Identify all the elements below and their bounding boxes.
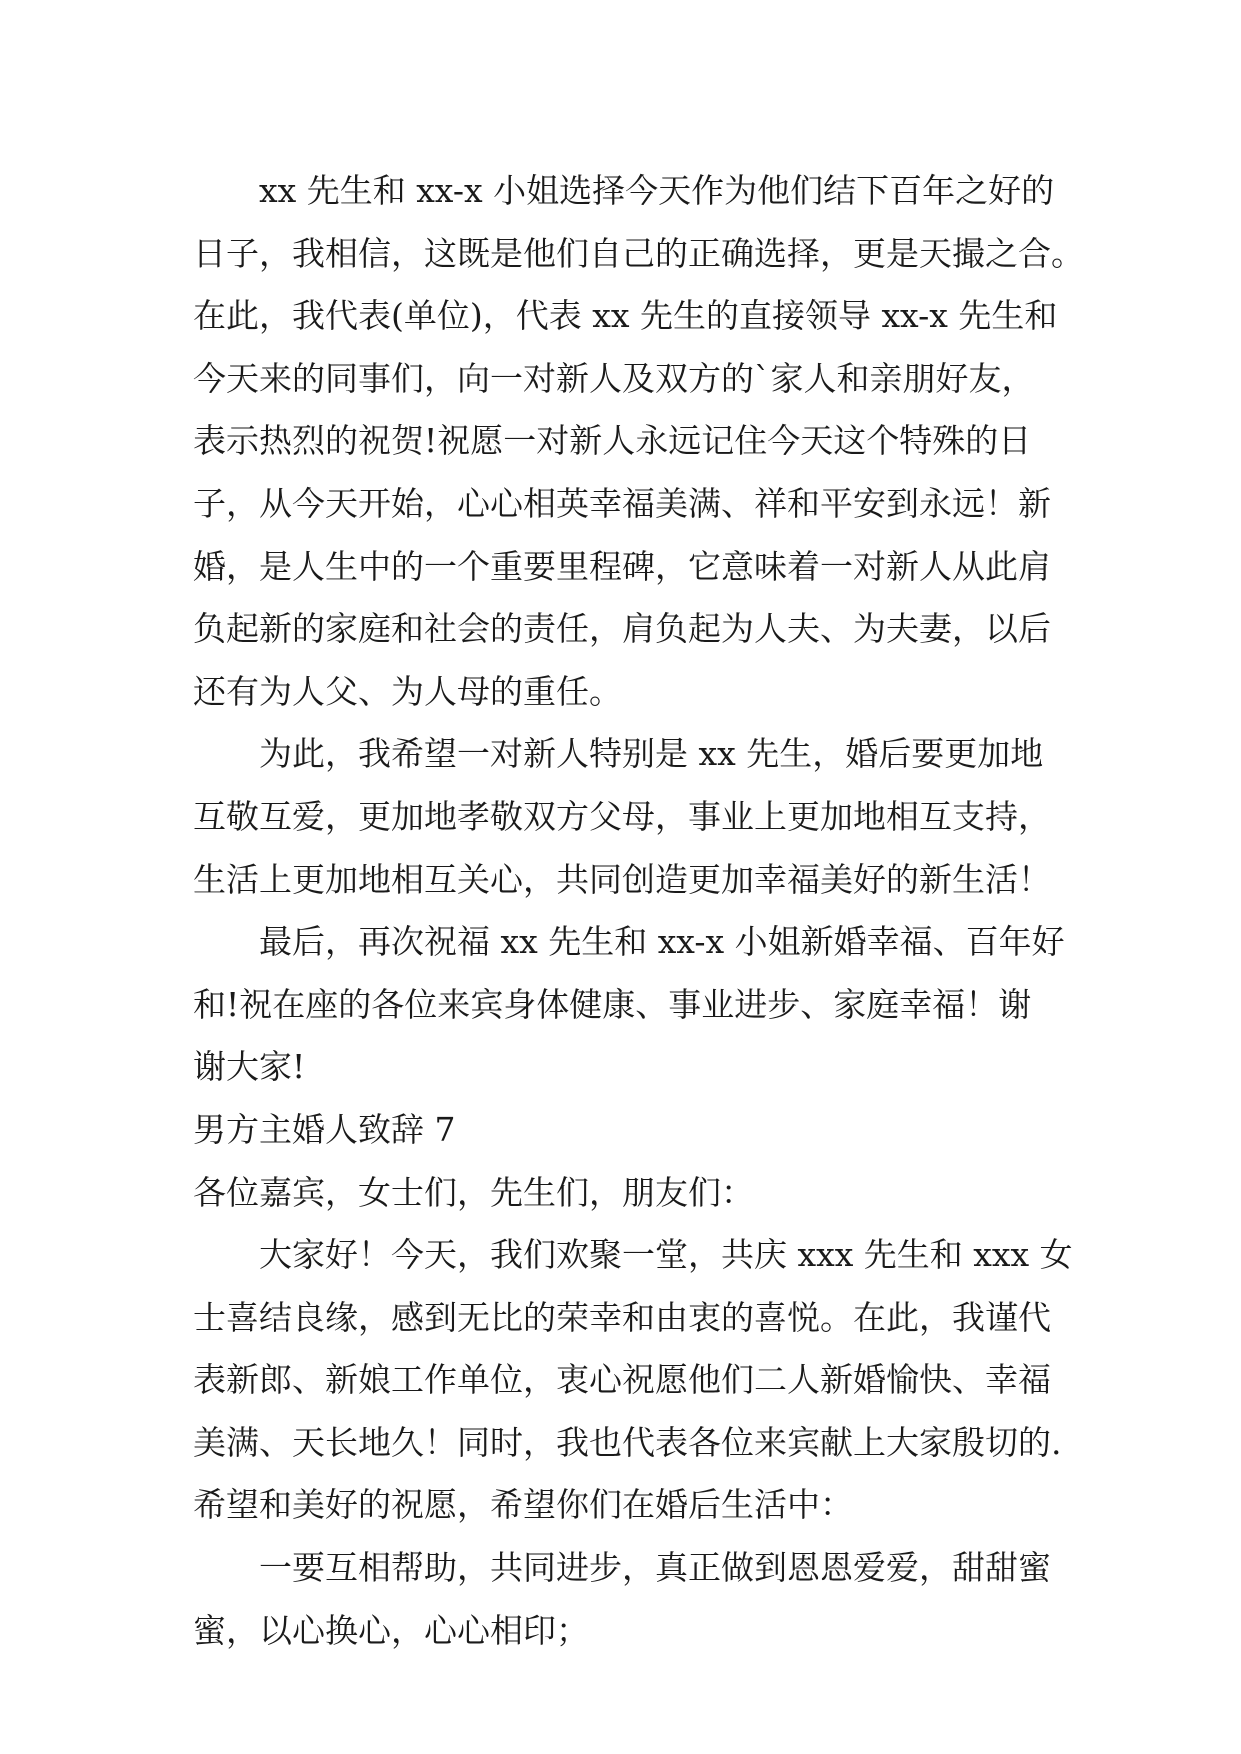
paragraph-line: xx 先生和 xx-x 小姐选择今天作为他们结下百年之好的 [259, 171, 1055, 210]
paragraph-line: 和!祝在座的各位来宾身体健康、事业进步、家庭幸福！谢 [193, 984, 1032, 1024]
paragraph-line: 为此，我希望一对新人特别是 xx 先生，婚后要更加地 [259, 734, 1044, 774]
paragraph-line: 最后，再次祝福 xx 先生和 xx-x 小姐新婚幸福、百年好 [259, 922, 1065, 962]
paragraph-line: 生活上更加地相互关心，共同创造更加幸福美好的新生活！ [193, 859, 1051, 899]
paragraph-line: 蜜，以心换心，心心相印； [193, 1610, 589, 1650]
section-heading: 男方主婚人致辞 7 [193, 1109, 456, 1149]
salutation: 各位嘉宾，女士们，先生们，朋友们： [193, 1172, 754, 1212]
paragraph-line: 希望和美好的祝愿，希望你们在婚后生活中： [193, 1485, 853, 1525]
paragraph-line: 美满、天长地久！同时，我也代表各位来宾献上大家殷切的. [193, 1422, 1062, 1462]
document-body [193, 160, 1084, 1662]
paragraph-line: 互敬互爱，更加地孝敬双方父母，事业上更加地相互支持， [193, 796, 1051, 836]
paragraph-line: 日子，我相信，这既是他们自己的正确选择，更是天撮之合。 [193, 233, 1084, 273]
paragraph-line: 婚，是人生中的一个重要里程碑，它意味着一对新人从此肩 [193, 546, 1051, 586]
paragraph-line: 一要互相帮助，共同进步，真正做到恩恩爱爱，甜甜蜜 [259, 1548, 1051, 1588]
paragraph-line: 表示热烈的祝贺!祝愿一对新人永远记住今天这个特殊的日 [193, 421, 1032, 461]
paragraph-line: 今天来的同事们，向一对新人及双方的`家人和亲朋好友， [193, 358, 1035, 398]
paragraph-line: 子，从今天开始，心心相英幸福美满、祥和平安到永远！新 [193, 483, 1051, 523]
paragraph-line: 负起新的家庭和社会的责任，肩负起为人夫、为夫妻，以后 [193, 609, 1051, 649]
paragraph-line: 士喜结良缘，感到无比的荣幸和由衷的喜悦。在此，我谨代 [193, 1297, 1051, 1337]
paragraph-line: 还有为人父、为人母的重任。 [193, 671, 622, 711]
paragraph-line: 表新郎、新娘工作单位，衷心祝愿他们二人新婚愉快、幸福 [193, 1360, 1051, 1400]
paragraph-line: 大家好！今天，我们欢聚一堂，共庆 xxx 先生和 xxx 女 [259, 1235, 1073, 1275]
paragraph-line: 在此，我代表(单位)，代表 xx 先生的直接领导 xx-x 先生和 [193, 296, 1058, 336]
paragraph-line: 谢大家! [193, 1047, 306, 1087]
